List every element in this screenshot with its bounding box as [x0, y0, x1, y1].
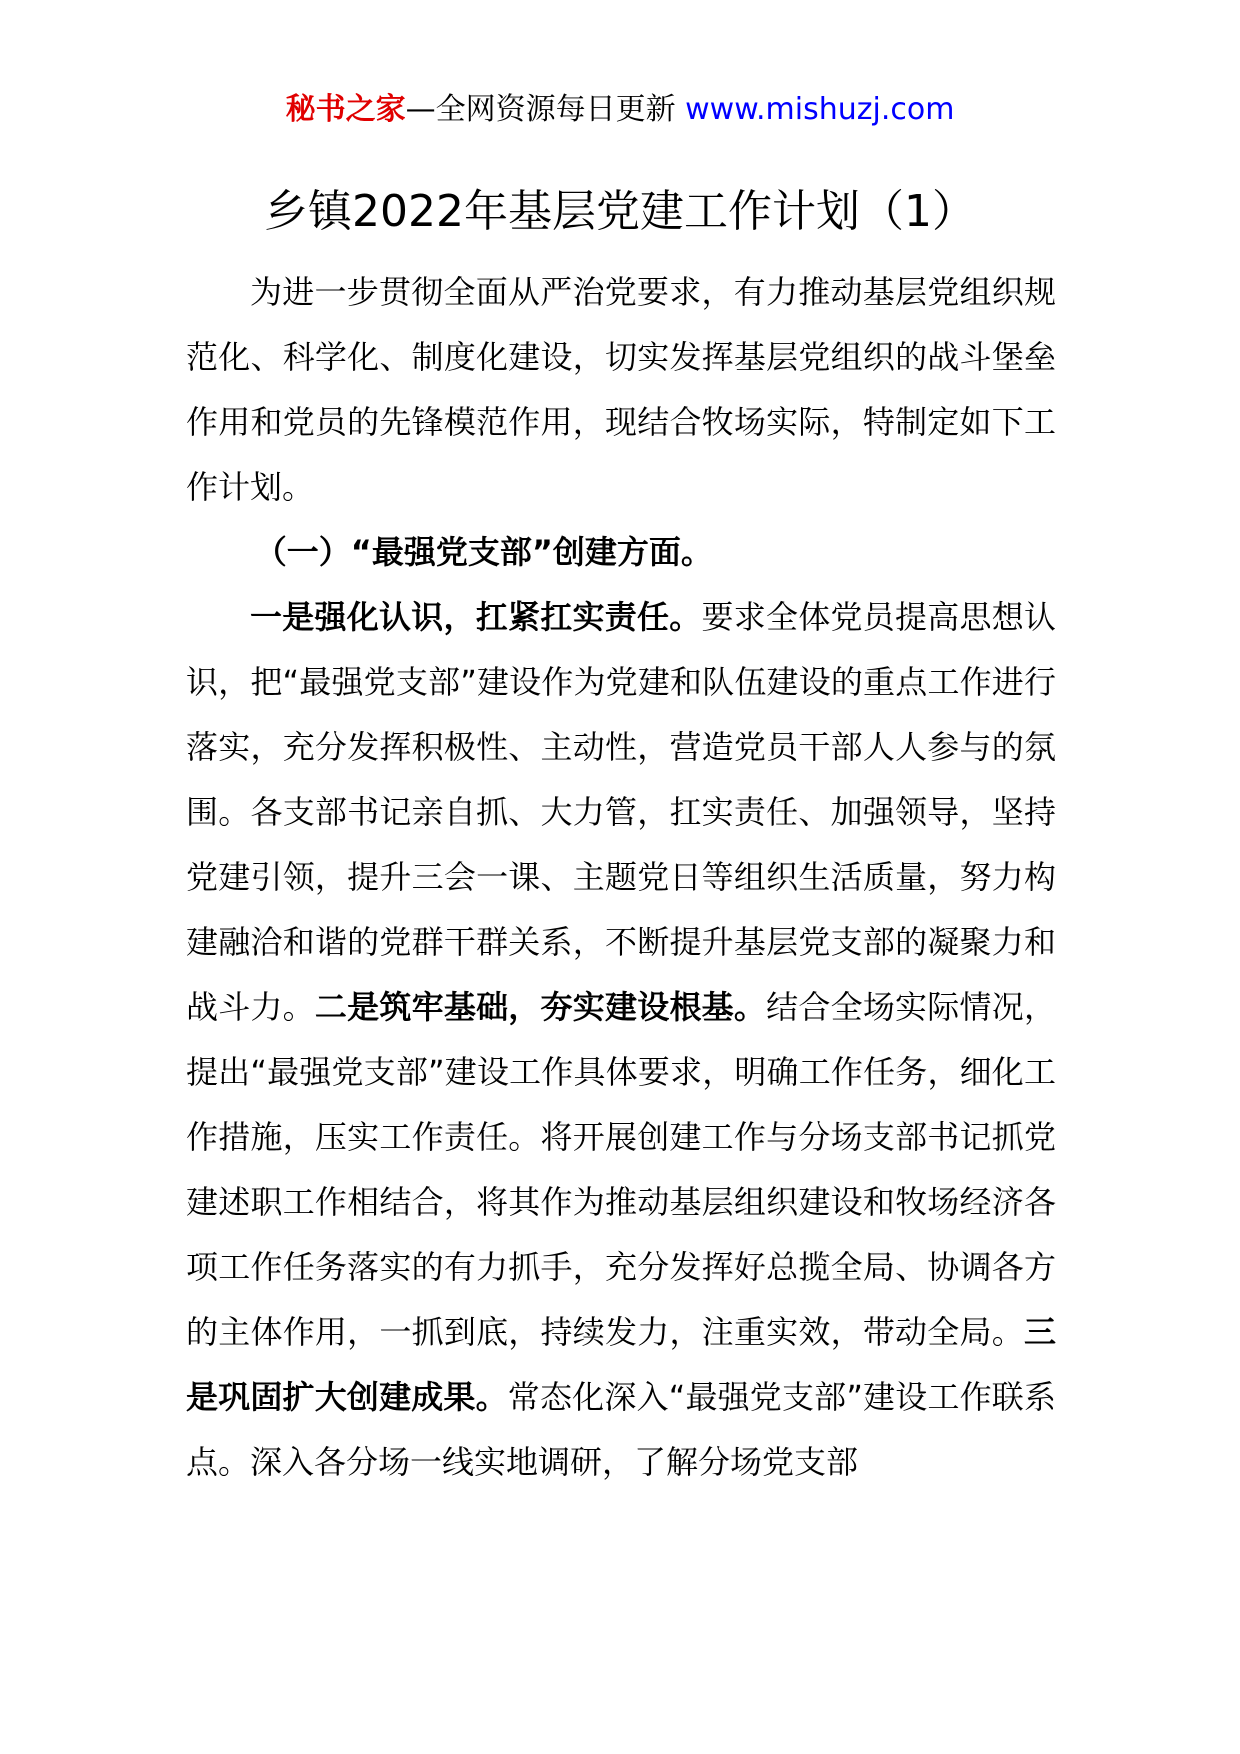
- item1-text: 要求全体党员提高思想认识，把“最强党支部”建设作为党建和队伍建设的重点工作进行落实，充分发挥积极性、主动性，营造党员干部人人参与的氛围。各支部书记亲自抓、大力管，扛实责任、加强领导，坚持党建引领，提升三会一课、主题党日等组织生活质量，努力构建融洽和谐的党群干群关系，不断提升基层党支部的凝聚力和战斗力。: [186, 598, 1056, 1026]
- item1-lead: 一是强化认识，扛紧扛实责任。: [250, 598, 702, 636]
- section-paragraph: [186, 585, 1056, 1495]
- website-link[interactable]: www.mishuzj.com: [685, 92, 955, 127]
- document-body: [186, 260, 1056, 1495]
- document-title: 乡镇2022年基层党建工作计划（1）: [264, 186, 976, 237]
- header-tagline: —全网资源每日更新: [405, 92, 686, 127]
- intro-paragraph: 为进一步贯彻全面从严治党要求，有力推动基层党组织规范化、科学化、制度化建设，切实发挥基层党组织的战斗堡垒作用和党员的先锋模范作用，现结合牧场实际，特制定如下工作计划。: [186, 273, 1056, 506]
- brand-name: 秘书之家: [285, 92, 406, 127]
- item3-lead: 三是巩固扩大创建成果。: [186, 1313, 1056, 1416]
- item2-lead: 二是筑牢基础，夯实建设根基。: [314, 988, 767, 1026]
- page-header: [0, 88, 1240, 132]
- item3-text: 常态化深入“最强党支部”建设工作联系点。深入各分场一线实地调研，了解分场党支部: [186, 1378, 1056, 1481]
- section-heading: （一）“最强党支部”创建方面。: [254, 533, 713, 571]
- item2-text: 结合全场实际情况，提出“最强党支部”建设工作具体要求，明确工作任务，细化工作措施，压实工作责任。将开展创建工作与分场支部书记抓党建述职工作相结合，将其作为推动基层组织建设和牧场经济各项工作任务落实的有力抓手，充分发挥好总揽全局、协调各方的主体作用，一抓到底，持续发力，注重实效，带动全局。: [186, 988, 1056, 1351]
